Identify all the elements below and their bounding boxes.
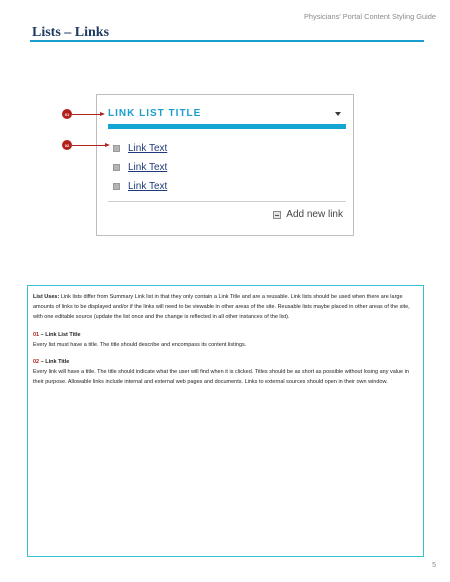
arrowhead-icon — [105, 143, 110, 147]
notes-box — [27, 285, 424, 557]
list-item — [113, 160, 167, 174]
title-rule — [30, 40, 424, 42]
link-text[interactable]: Link Text — [128, 161, 168, 173]
item-01-heading — [33, 330, 418, 340]
list-item — [113, 141, 167, 155]
callout-arrow-01 — [72, 114, 100, 115]
section-title: Lists – Links — [32, 25, 110, 40]
item-02-text: Every link will have a title. The title should indicate what the user will find when it is clicked. Titles should be as short as possible without losing any value in their purpose. Allowable links include internal and external web pages and documents. Links to external sources should open in their own window. — [33, 369, 409, 386]
add-new-link-label: Add new link — [286, 209, 343, 220]
title-accent-bar — [108, 124, 346, 129]
item-01-title: – Link List Title — [39, 331, 81, 338]
page-number: 5 — [432, 562, 436, 569]
item-02-number: 02 — [33, 358, 40, 365]
item-01-text: Every list must have a title. The title should describe and encompass its content listings. — [33, 341, 247, 348]
link-list-title: LINK LIST TITLE — [108, 108, 202, 119]
item-01-number: 01 — [33, 331, 40, 338]
list-uses-text: Link lists differ from Summary Link list in that they only contain a Link Title and are a reusable. Link lists should be used when there are large amounts of links to be displayed and/or if the links will need to be viewable in other areas of the site. Reusable lists maybe placed in other areas of the site, with one editable source (update the list once and the change is reflected in all other instances of the list). — [33, 294, 410, 321]
callout-marker-01: 01 — [62, 109, 72, 119]
widget-divider — [108, 201, 346, 202]
list-uses-label: List Uses: — [33, 294, 60, 300]
bullet-square-icon — [113, 145, 120, 152]
chevron-down-icon[interactable] — [335, 112, 341, 116]
list-uses-paragraph — [33, 292, 418, 323]
link-text[interactable]: Link Text — [128, 142, 168, 154]
callout-marker-02: 02 — [62, 140, 72, 150]
bullet-square-icon — [113, 164, 120, 171]
list-item — [113, 179, 167, 193]
link-list-widget — [96, 94, 354, 236]
link-text[interactable]: Link Text — [128, 180, 168, 192]
bullet-square-icon — [113, 183, 120, 190]
callout-arrow-02 — [72, 145, 105, 146]
arrowhead-icon — [100, 112, 105, 116]
item-02-heading — [33, 357, 418, 367]
running-head: Physicians' Portal Content Styling Guide — [303, 12, 436, 21]
item-02-title: – Link Title — [39, 358, 70, 365]
add-new-link-button[interactable] — [273, 209, 343, 220]
minus-box-icon — [273, 211, 281, 219]
